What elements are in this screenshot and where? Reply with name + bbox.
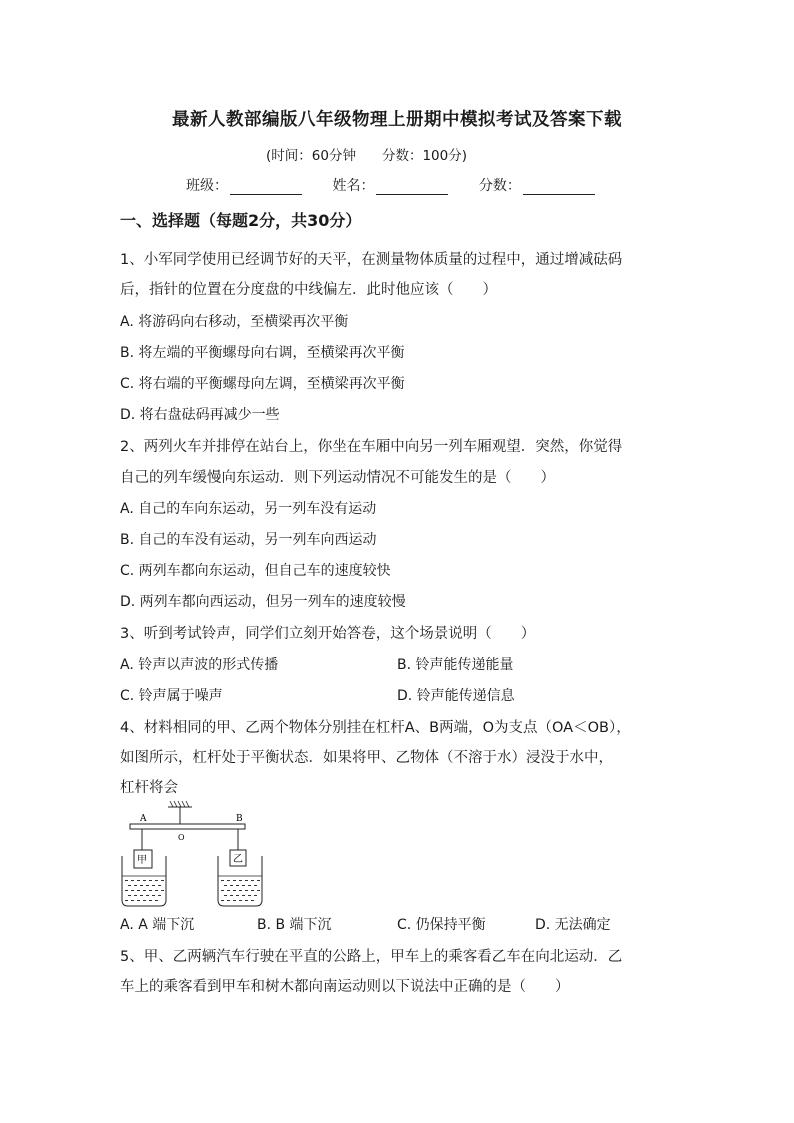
label-o: O: [178, 833, 185, 842]
question-2-text-cont: 自己的列车缓慢向东运动．则下列运动情况不可能发生的是（ ）: [120, 470, 555, 486]
question-1-text: 1、小军同学使用已经调节好的天平，在测量物体质量的过程中，通过增减砝码: [120, 252, 623, 268]
object-jia-label: 甲: [137, 855, 147, 866]
score-label: 分数：: [478, 178, 521, 194]
question-4-option-d: D. 无法确定: [535, 917, 611, 933]
question-2-option-a: A. 自己的车向东运动，另一列车没有运动: [120, 501, 377, 517]
section-heading: 一、选择题（每题2分，共30分）: [120, 211, 362, 230]
class-blank[interactable]: [230, 179, 302, 195]
score-blank[interactable]: [523, 179, 595, 195]
label-a: A: [140, 814, 147, 824]
exam-time: (时间：60分钟: [266, 148, 356, 164]
label-b: B: [236, 814, 243, 824]
question-1-option-d: D. 将右盘砝码再减少一些: [120, 407, 280, 423]
question-4-option-c: C. 仍保持平衡: [397, 917, 486, 933]
page-title: 最新人教部编版八年级物理上册期中模拟考试及答案下载: [172, 110, 622, 130]
question-4-option-b: B. B 端下沉: [257, 917, 332, 933]
question-5-text: 5、甲、乙两辆汽车行驶在平直的公路上，甲车上的乘客看乙车在向北运动．乙: [120, 949, 623, 965]
question-1-option-a: A. 将游码向右移动，至横梁再次平衡: [120, 314, 349, 330]
name-blank[interactable]: [376, 179, 448, 195]
question-3-option-a: A. 铃声以声波的形式传播: [120, 657, 279, 673]
question-2-option-b: B. 自己的车没有运动，另一列车向西运动: [120, 532, 377, 548]
class-field: [186, 175, 302, 195]
question-2-text: 2、两列火车并排停在站台上，你坐在车厢中向另一列车厢观望．突然，你觉得: [120, 439, 623, 455]
question-4-text: 4、材料相同的甲、乙两个物体分别挂在杠杆A、B两端，O为支点（OA＜OB），: [120, 720, 631, 736]
question-4-option-a: A. A 端下沉: [120, 917, 195, 933]
question-1-text-cont: 后，指针的位置在分度盘的中线偏左．此时他应该（ ）: [120, 282, 497, 298]
question-1-option-c: C. 将右端的平衡螺母向左调，至横梁再次平衡: [120, 376, 405, 392]
ceiling-support: [168, 801, 192, 824]
question-3-option-b: B. 铃声能传递能量: [397, 657, 514, 673]
question-2-option-c: C. 两列车都向东运动，但自己车的速度较快: [120, 563, 391, 579]
question-4-text-cont: 如图所示，杠杆处于平衡状态．如果将甲、乙物体（不溶于水）浸没于水中，: [120, 750, 613, 766]
name-label: 姓名：: [332, 178, 375, 194]
question-1-option-b: B. 将左端的平衡螺母向右调，至横梁再次平衡: [120, 345, 405, 361]
class-label: 班级：: [186, 178, 228, 194]
exam-score-total: 分数：100分): [381, 148, 467, 164]
question-2-option-d: D. 两列车都向西运动，但另一列车的速度较慢: [120, 594, 406, 610]
question-3-option-d: D. 铃声能传递信息: [397, 688, 515, 704]
question-5-text-cont: 车上的乘客看到甲车和树木都向南运动则以下说法中正确的是（ ）: [120, 979, 570, 995]
lever-diagram: [120, 800, 280, 908]
question-3-option-c: C. 铃声属于噪声: [120, 688, 223, 704]
question-4-text-end: 杠杆将会: [120, 780, 178, 796]
score-field: [479, 175, 595, 195]
name-field: [332, 175, 448, 195]
object-yi-label: 乙: [233, 854, 243, 865]
lever-bar: [130, 824, 245, 829]
question-3-text: 3、听到考试铃声，同学们立刻开始答卷，这个场景说明（ ）: [120, 626, 536, 642]
student-info: [186, 175, 621, 195]
exam-meta: [266, 144, 493, 164]
